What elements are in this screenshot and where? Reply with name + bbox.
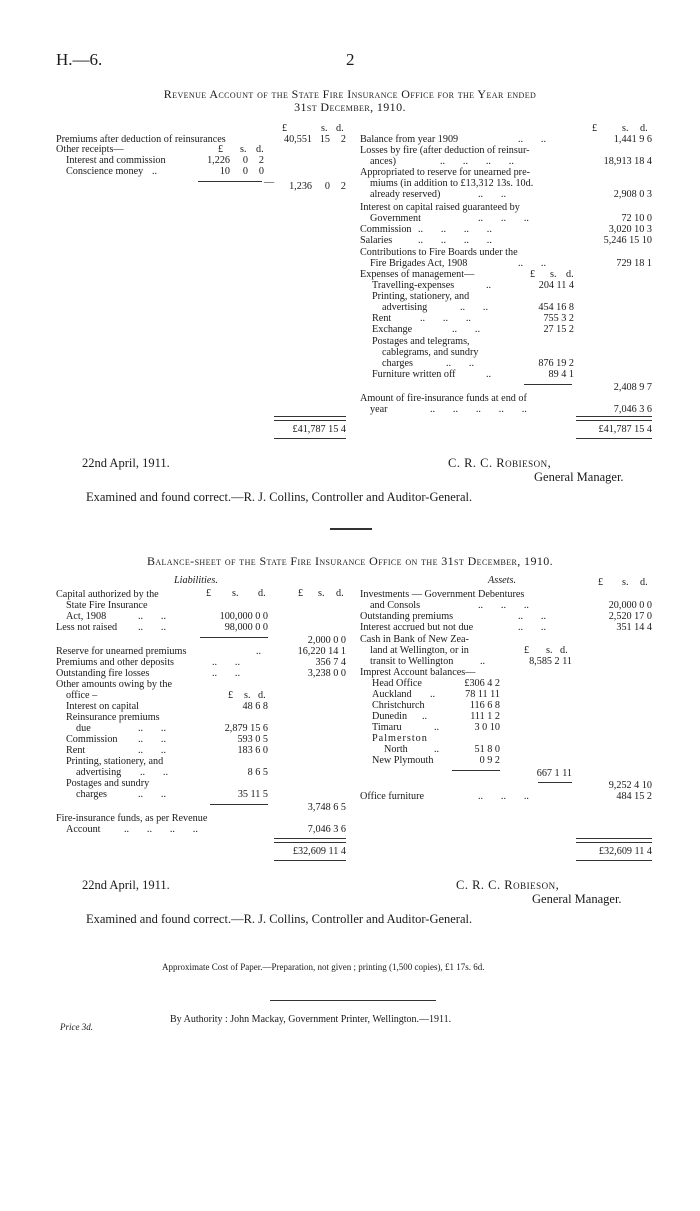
funds-label-2: Account <box>66 824 101 835</box>
currency-shilling: s. <box>244 690 251 701</box>
currency-pence: d. <box>560 645 568 656</box>
balance-signer: C. R. C. Robieson, <box>456 878 560 892</box>
postages-label-1: Postages and telegrams, <box>372 336 470 347</box>
currency-pound: £ <box>524 645 530 656</box>
rule <box>452 770 500 771</box>
balance-1909-value: 1,441 9 6 <box>613 134 652 145</box>
currency-shilling: s. <box>232 588 239 599</box>
cash-label-2: land at Wellington, or in <box>370 645 469 656</box>
conscience-pounds: 10 <box>219 166 230 177</box>
amount-funds-value: 7,046 3 6 <box>613 404 652 415</box>
contributions-label-2: Fire Brigades Act, 1908 <box>370 258 468 269</box>
conscience-pence: 0 <box>258 166 264 177</box>
losses-label-1: Losses by fire (after deduction of reinsur- <box>360 145 530 156</box>
rule <box>576 842 652 843</box>
currency-pound: £ <box>218 144 224 155</box>
amount-funds-label-2: year <box>370 404 388 415</box>
rule <box>274 838 346 839</box>
revenue-title-line1: Revenue Account of the State Fire Insurance Office for the Year ended <box>163 87 537 101</box>
christchurch-value: 116 6 8 <box>469 700 500 711</box>
interest-shillings: 0 <box>242 155 248 166</box>
capital-net-value: 2,000 0 0 <box>307 635 346 646</box>
rent-liab-value: 183 6 0 <box>237 745 268 756</box>
reserve-value: 16,220 14 1 <box>297 646 346 657</box>
currency-pound: £ <box>282 123 288 134</box>
printing-value: 454 16 8 <box>538 302 574 313</box>
interest-accrued-label: Interest accrued but not due <box>360 622 474 633</box>
new-plymouth-value: 0 9 2 <box>479 755 500 766</box>
less-not-raised-value: 98,000 0 0 <box>224 622 268 633</box>
appropriated-label-1: Appropriated to reserve for unearned pre- <box>360 167 530 178</box>
currency-pound: £ <box>298 588 304 599</box>
interest-capital-liab-value: 48 6 8 <box>242 701 268 712</box>
salaries-label: Salaries <box>360 235 393 246</box>
rule <box>576 420 652 421</box>
postages-value: 876 19 2 <box>538 358 574 369</box>
other-receipts-pence: 2 <box>340 181 346 192</box>
revenue-role: General Manager. <box>534 470 624 484</box>
outstanding-premiums-value: 2,520 17 0 <box>608 611 652 622</box>
other-receipts-pounds: 1,236 <box>289 181 312 192</box>
printing-liab-label-2: advertising <box>76 767 122 778</box>
funds-value: 7,046 3 6 <box>307 824 346 835</box>
palmerston-label-2: North <box>384 744 408 755</box>
currency-shilling: s. <box>546 645 553 656</box>
conscience-label: Conscience money <box>66 166 144 177</box>
deposits-label: Premiums and other deposits <box>56 657 174 668</box>
appropriated-value: 2,908 0 3 <box>613 189 652 200</box>
rule <box>576 838 652 839</box>
reserve-label: Reserve for unearned premiums <box>56 646 187 657</box>
palmerston-value: 51 8 0 <box>474 744 500 755</box>
price: Price 3d. <box>60 1022 93 1032</box>
rule <box>274 420 346 421</box>
balance-examined: Examined and found correct.—R. J. Collins, Controller and Auditor-General. <box>86 912 473 926</box>
currency-pence: d. <box>258 588 266 599</box>
balance-date: 22nd April, 1911. <box>82 878 170 892</box>
revenue-title-line2: 31st December, 1910. <box>294 100 406 114</box>
commission-liab-value: 593 0 5 <box>237 734 268 745</box>
appropriated-label-2: miums (in addition to £13,312 13s. 10d. <box>370 178 534 189</box>
furniture-written-off-value: 89 4 1 <box>548 369 574 380</box>
interest-pence: 2 <box>258 155 264 166</box>
revenue-examined: Examined and found correct.—R. J. Collins, Controller and Auditor-General. <box>86 490 473 504</box>
rule <box>274 416 346 417</box>
losses-label-2: ances) <box>370 156 397 167</box>
postages-liab-value: 35 11 5 <box>237 789 268 800</box>
capital-label-3: Act, 1908 <box>66 611 107 622</box>
auckland-value: 78 11 11 <box>465 689 500 700</box>
printing-label-1: Printing, stationery, and <box>372 291 470 302</box>
interest-capital-label-2: Government <box>370 213 421 224</box>
postages-liab-label-2: charges <box>76 789 107 800</box>
currency-shilling: s. <box>550 269 557 280</box>
head-office-label: Head Office <box>372 678 422 689</box>
interest-accrued-value: 351 14 4 <box>616 622 652 633</box>
investments-label-1: Investments — Government Debentures <box>360 589 525 600</box>
currency-shilling: s. <box>622 577 629 588</box>
revenue-right-total: £41,787 15 4 <box>598 424 652 435</box>
premiums-shillings: 15 <box>319 134 330 145</box>
office-furniture-value: 484 15 2 <box>616 791 652 802</box>
rule <box>576 438 652 439</box>
currency-pence: d. <box>256 144 264 155</box>
deposits-value: 356 7 4 <box>315 657 346 668</box>
furniture-written-off-label: Furniture written off <box>372 369 456 380</box>
losses-value: 18,913 18 4 <box>603 156 652 167</box>
postages-label-3: charges <box>382 358 413 369</box>
liabilities-heading: Liabilities. <box>174 575 218 586</box>
rule <box>198 181 262 182</box>
capital-label-1: Capital authorized by the <box>56 589 159 600</box>
conscience-shillings: 0 <box>242 166 248 177</box>
outstanding-losses-label: Outstanding fire losses <box>56 668 150 679</box>
assets-total: £32,609 11 4 <box>598 846 652 857</box>
postages-liab-label-1: Postages and sundry <box>66 778 150 789</box>
currency-shilling: s. <box>240 144 247 155</box>
expenses-label: Expenses of management— <box>360 269 475 280</box>
exchange-label: Exchange <box>372 324 413 335</box>
printing-label-2: advertising <box>382 302 428 313</box>
rule <box>210 804 268 805</box>
currency-pence: d. <box>336 123 344 134</box>
contributions-value: 729 18 1 <box>616 258 652 269</box>
rent-label: Rent <box>372 313 392 324</box>
other-receipts-label: Other receipts— <box>56 144 124 155</box>
rule <box>576 416 652 417</box>
expenses-value: 2,408 9 7 <box>613 382 652 393</box>
new-plymouth-label: New Plymouth <box>372 755 434 766</box>
commission-label: Commission <box>360 224 412 235</box>
revenue-signer: C. R. C. Robieson, <box>448 456 552 470</box>
amount-funds-label-1: Amount of fire-insurance funds at end of <box>360 393 527 404</box>
currency-shilling: s. <box>318 588 325 599</box>
authority-line: By Authority : John Mackay, Government Printer, Wellington.—1911. <box>170 1014 452 1025</box>
rule <box>274 860 346 861</box>
currency-shilling: s. <box>622 123 629 134</box>
commission-value: 3,020 10 3 <box>608 224 652 235</box>
currency-pence: d. <box>640 123 648 134</box>
capital-label-2: State Fire Insurance <box>66 600 148 611</box>
owing-total-value: 3,748 6 5 <box>307 802 346 813</box>
dunedin-label: Dunedin <box>372 711 408 722</box>
christchurch-label: Christchurch <box>372 700 425 711</box>
dunedin-value: 111 1 2 <box>470 711 500 722</box>
page-number: 2 <box>346 50 355 69</box>
currency-pound: £ <box>592 123 598 134</box>
investments-label-2: and Consols <box>370 600 421 611</box>
auckland-label: Auckland <box>372 689 412 700</box>
owing-label-1: Other amounts owing by the <box>56 679 173 690</box>
premiums-pence: 2 <box>340 134 346 145</box>
appropriated-label-3: already reserved) <box>370 189 441 200</box>
interest-pounds: 1,226 <box>207 155 230 166</box>
balance-title: Balance-sheet of the State Fire Insurance Office on the 31st December, 1910. <box>146 554 554 568</box>
other-receipts-shillings: 0 <box>324 181 330 192</box>
palmerston-label-1: Palmerston <box>372 733 428 744</box>
owing-label-2: office – <box>66 690 98 701</box>
contributions-label-1: Contributions to Fire Boards under the <box>360 247 518 258</box>
capital-value: 100,000 0 0 <box>219 611 268 622</box>
currency-pence: d. <box>336 588 344 599</box>
assets-subtotal-value: 9,252 4 10 <box>608 780 652 791</box>
premiums-pounds: 40,551 <box>283 134 312 145</box>
travelling-value: 204 11 4 <box>538 280 574 291</box>
printing-liab-label-1: Printing, stationery, and <box>66 756 164 767</box>
currency-pence: d. <box>566 269 574 280</box>
rule <box>274 842 346 843</box>
page-ref: H.—6. <box>56 50 103 69</box>
cost-note: Approximate Cost of Paper.—Preparation, not given ; printing (1,500 copies), £1 17s. 6d. <box>162 962 485 972</box>
cash-label-3: transit to Wellington <box>370 656 454 667</box>
exchange-value: 27 15 2 <box>543 324 574 335</box>
investments-value: 20,000 0 0 <box>608 600 652 611</box>
reinsurance-label-2: due <box>76 723 91 734</box>
less-not-raised-label: Less not raised <box>56 622 118 633</box>
commission-liab-label: Commission <box>66 734 118 745</box>
balance-role: General Manager. <box>532 892 622 906</box>
revenue-date: 22nd April, 1911. <box>82 456 170 470</box>
rent-liab-label: Rent <box>66 745 86 756</box>
timaru-value: 3 0 10 <box>474 722 500 733</box>
cash-value: 8,585 2 11 <box>529 656 572 667</box>
rule <box>576 860 652 861</box>
imprest-label: Imprest Account balances— <box>360 667 476 678</box>
rule <box>274 438 346 439</box>
rent-value: 755 3 2 <box>543 313 574 324</box>
head-office-value: £306 4 2 <box>464 678 500 689</box>
currency-pound: £ <box>228 690 234 701</box>
section-divider <box>330 528 372 530</box>
currency-shilling: s. <box>321 123 328 134</box>
currency-pound: £ <box>598 577 604 588</box>
liabilities-total: £32,609 11 4 <box>292 846 346 857</box>
interest-label: Interest and commission <box>66 155 166 166</box>
outstanding-premiums-label: Outstanding premiums <box>360 611 454 622</box>
funds-label-1: Fire-insurance funds, as per Revenue <box>56 813 208 824</box>
revenue-left-total: £41,787 15 4 <box>292 424 346 435</box>
salaries-value: 5,246 15 10 <box>603 235 652 246</box>
premiums-label: Premiums after deduction of reinsurances <box>56 134 226 145</box>
currency-pence: d. <box>640 577 648 588</box>
outstanding-losses-value: 3,238 0 0 <box>307 668 346 679</box>
travelling-label: Travelling-expenses <box>372 280 455 291</box>
reinsurance-value: 2,879 15 6 <box>224 723 268 734</box>
interest-capital-value: 72 10 0 <box>621 213 652 224</box>
imprest-value: 667 1 11 <box>536 768 572 779</box>
office-furniture-label: Office furniture <box>360 791 425 802</box>
rule <box>200 637 268 638</box>
balance-1909-label: Balance from year 1909 <box>360 134 459 145</box>
currency-pound: £ <box>206 588 212 599</box>
cash-label-1: Cash in Bank of New Zea- <box>360 634 469 645</box>
postages-label-2: cablegrams, and sundry <box>382 347 479 358</box>
currency-pound: £ <box>530 269 536 280</box>
interest-capital-liab-label: Interest on capital <box>66 701 139 712</box>
assets-heading: Assets. <box>488 575 517 586</box>
timaru-label: Timaru <box>372 722 402 733</box>
reinsurance-label-1: Reinsurance premiums <box>66 712 160 723</box>
interest-capital-label-1: Interest on capital raised guaranteed by <box>360 202 520 213</box>
printing-liab-value: 8 6 5 <box>247 767 268 778</box>
rule <box>270 1000 436 1001</box>
currency-pence: d. <box>258 690 266 701</box>
